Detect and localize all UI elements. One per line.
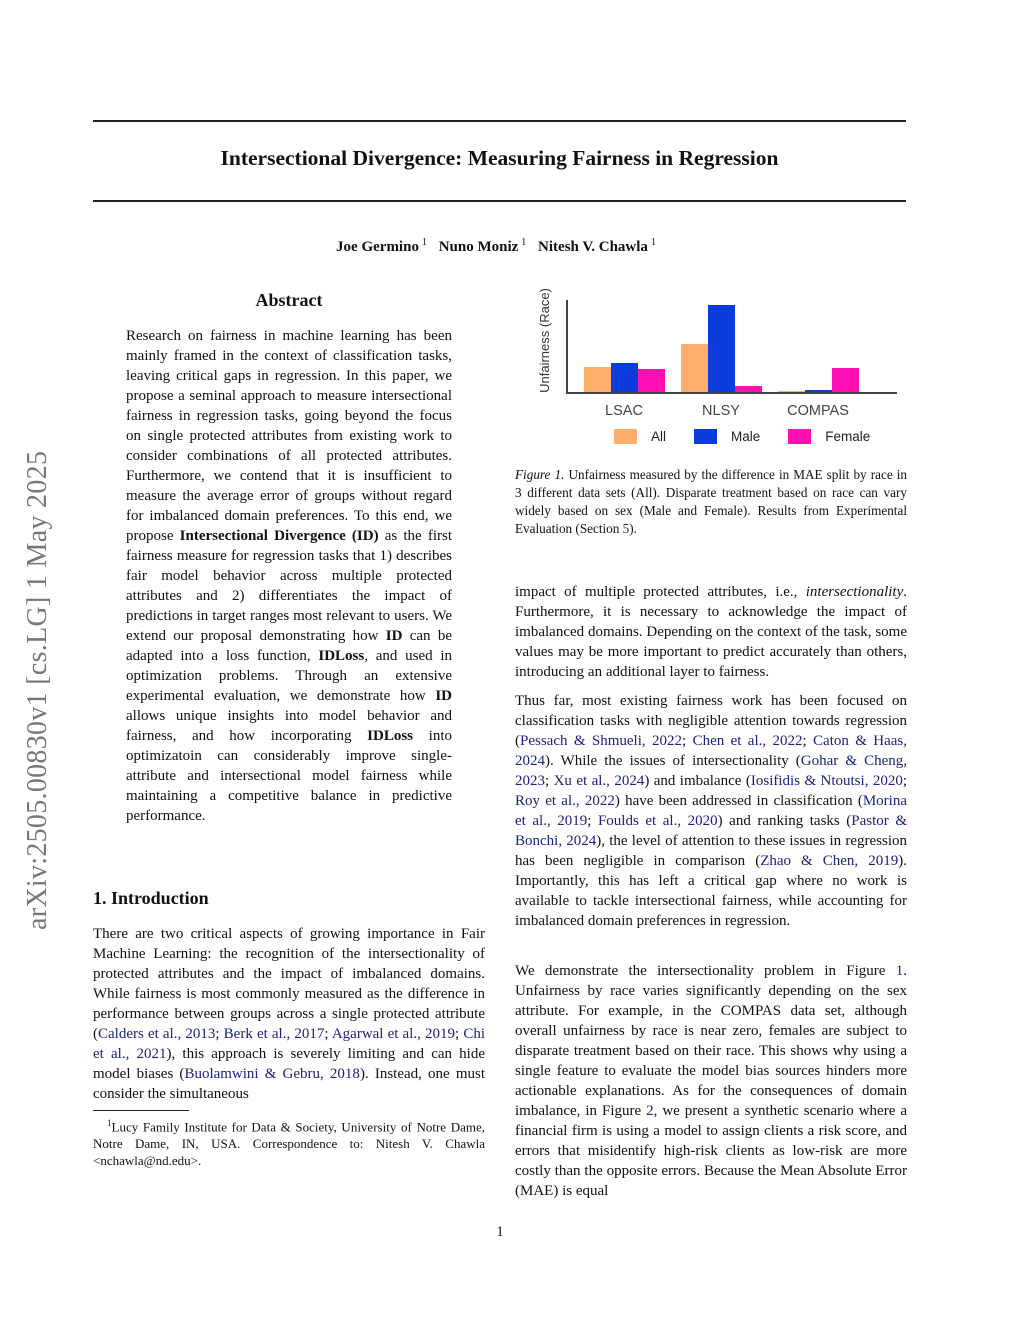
page-number: 1 — [496, 1224, 504, 1240]
arxiv-side-stamp: arXiv:2505.00830v1 [cs.LG] 1 May 2025 — [22, 450, 53, 930]
author-name: Nuno Moniz — [438, 239, 519, 255]
introduction-paragraph: There are two critical aspects of growing importance in Fair Machine Learning: the recognition of the intersectionality of protected attributes and the impact of imbalanced domains. While fairness is most commonly measured as the difference in performance between groups across a single protected attribute (Calders et al., 2013; Berk et al., 2017; Agarwal et al., 2019; Chi et al., 2021), this approach is severely limiting and can hide model biases (Buolamwini & Gebru, 2018). Instead, one must consider the simultaneous — [93, 926, 486, 1102]
chart-y-axis-label: Unfairness (Race) — [536, 288, 552, 393]
citation-link[interactable]: Chi et al., 2021 — [93, 1026, 485, 1062]
legend-label: Male — [731, 429, 761, 444]
chart-bar-group — [584, 300, 665, 392]
footnote: $^1$Lucy Family Institute for Data & Society, University of Notre Dame, Notre Dame, IN, USA. Correspondence to: Nitesh V. Chawla <nchawla@nd.edu>. — [93, 1118, 485, 1169]
chart-legend — [614, 429, 898, 444]
figure-1-bar-chart — [530, 285, 890, 455]
chart-category-label: COMPAS — [787, 403, 849, 419]
author-affiliation: 1 — [421, 237, 427, 248]
author-affiliation: 1 — [650, 237, 656, 248]
abstract-body: Research on fairness in machine learning has been mainly framed in the context of classification tasks, leaving critical gaps in regression. In this paper, we propose a seminal approach to measure intersectional fairness in regression tasks, going beyond the focus on single protected attributes from existing work to consider combinations of all protected attributes. Furthermore, we contend that it is insufficient to measure the average error of groups without regard for imbalanced domain preferences. To this end, we propose Intersectional Divergence (ID) as the first fairness measure for regression tasks that 1) describes fair model behavior across multiple protected attributes and 2) differentiates the impact of predictions in target ranges most relevant to users. We extend our proposal demonstrating how ID can be adapted into a loss function, IDLoss, and used in optimization problems. Through an extensive experimental evaluation, we demonstrate how ID allows unique insights into model behavior and fairness, and how incorporating IDLoss into optimizatoin can considerably improve single-attribute and intersectional model fairness while maintaining a competitive balance in predictive performance. — [126, 328, 453, 824]
chart-bar — [584, 367, 611, 392]
citation-link[interactable]: Iosifidis & Ntoutsi, 2020 — [750, 773, 903, 789]
citation-link[interactable]: Buolamwini & Gebru, 2018 — [184, 1066, 360, 1082]
citation-link[interactable]: Roy et al., 2022 — [515, 793, 615, 809]
abstract-heading: Abstract — [255, 290, 323, 310]
citation-link[interactable]: Caton & Haas, 2024 — [515, 733, 907, 769]
citation-link[interactable]: Gohar & Cheng, 2023 — [515, 753, 907, 789]
chart-bar — [735, 386, 762, 392]
right-column-paragraph: We demonstrate the intersectionality problem in Figure 1. Unfairness by race varies significantly depending on the sex attribute. For example, in the COMPAS data set, although overall unfairness by race is near zero, females are subject to disparate treatment based on their race. This shows why using a single feature to evaluate the model bias sources hinders more actionable explanations. As for the consequences of domain imbalance, in Figure 2, we present a synthetic scenario where a financial firm is using a model to assign clients a risk score, and errors that misidentify high-risk clients as low-risk are more costly than the opposite errors. Because the Mean Absolute Error (MAE) is equal — [515, 963, 907, 1199]
chart-bar — [778, 391, 805, 392]
paper-title: Intersectional Divergence: Measuring Fairness in Regression — [220, 146, 779, 170]
author-affiliation: 1 — [521, 237, 527, 248]
chart-bar — [611, 363, 638, 392]
citation-link[interactable]: Pessach & Shmueli, 2022 — [520, 733, 683, 749]
citation-link[interactable]: Morina et al., 2019 — [515, 793, 907, 829]
author-list — [0, 237, 1000, 256]
legend-swatch-all — [614, 429, 637, 444]
chart-category-label: NLSY — [702, 403, 740, 419]
chart-bar — [638, 369, 665, 392]
legend-swatch-male — [694, 429, 717, 444]
figure-reference-link[interactable]: 2 — [646, 1103, 654, 1119]
chart-bar — [681, 344, 708, 392]
footnote-rule — [93, 1110, 189, 1111]
citation-link[interactable]: Berk et al., 2017 — [223, 1026, 325, 1042]
figure-reference-link[interactable]: 1 — [895, 963, 904, 979]
legend-label: Female — [825, 429, 871, 444]
title-top-rule — [93, 120, 906, 122]
citation-link[interactable]: Agarwal et al., 2019 — [331, 1026, 456, 1042]
chart-bar — [708, 305, 735, 392]
chart-category-label: LSAC — [605, 403, 643, 419]
title-bottom-rule — [93, 200, 906, 202]
section-reference-link[interactable]: 5 — [622, 521, 630, 536]
citation-link[interactable]: Xu et al., 2024 — [553, 773, 645, 789]
citation-link[interactable]: Pastor & Bonchi, 2024 — [515, 813, 908, 849]
chart-plot-area — [568, 300, 897, 392]
section-heading-introduction: 1. Introduction — [93, 888, 209, 908]
legend-label: All — [651, 429, 667, 444]
citation-link[interactable]: Calders et al., 2013 — [98, 1026, 216, 1042]
right-column-paragraph: Thus far, most existing fairness work has been focused on classification tasks with negligible attention towards regression (Pessach & Shmueli, 2022; Chen et al., 2022; Caton & Haas, 2024). While the issues of intersectionality (Gohar & Cheng, 2023; Xu et al., 2024) and imbalance (Iosifidis & Ntoutsi, 2020; Roy et al., 2022) have been addressed in classification (Morina et al., 2019; Foulds et al., 2020) and ranking tasks (Pastor & Bonchi, 2024), the level of attention to these issues in regression has been negligible in comparison (Zhao & Chen, 2019). Importantly, this has left a critical gap where no work is available to tackle intersectional fairness, while accounting for imbalanced domain preferences in regression. — [515, 693, 908, 929]
author-name: Joe Germino — [336, 239, 419, 255]
figure-1-caption: Figure 1. Unfairness measured by the difference in MAE split by race in 3 different data sets (All). Disparate treatment based on race can vary widely based on sex (Male and Female). Results from Experimental Evaluation (Section 5). — [515, 467, 907, 536]
chart-bar — [805, 390, 832, 392]
legend-swatch-female — [788, 429, 811, 444]
chart-bar-group — [681, 300, 762, 392]
citation-link[interactable]: Zhao & Chen, 2019 — [760, 853, 899, 869]
right-column-paragraph: impact of multiple protected attributes, i.e., intersectionality. Furthermore, it is necessary to acknowledge the impact of imbalanced domains. Depending on the context of the task, some values may be more important to predict accurately than others, introducing an additional layer to fairness. — [515, 584, 907, 680]
author-name: Nitesh V. Chawla — [538, 239, 648, 255]
chart-bar-group — [778, 300, 859, 392]
chart-bar — [832, 368, 859, 392]
chart-x-axis — [566, 392, 897, 394]
citation-link[interactable]: Chen et al., 2022 — [692, 733, 803, 749]
citation-link[interactable]: Foulds et al., 2020 — [597, 813, 718, 829]
